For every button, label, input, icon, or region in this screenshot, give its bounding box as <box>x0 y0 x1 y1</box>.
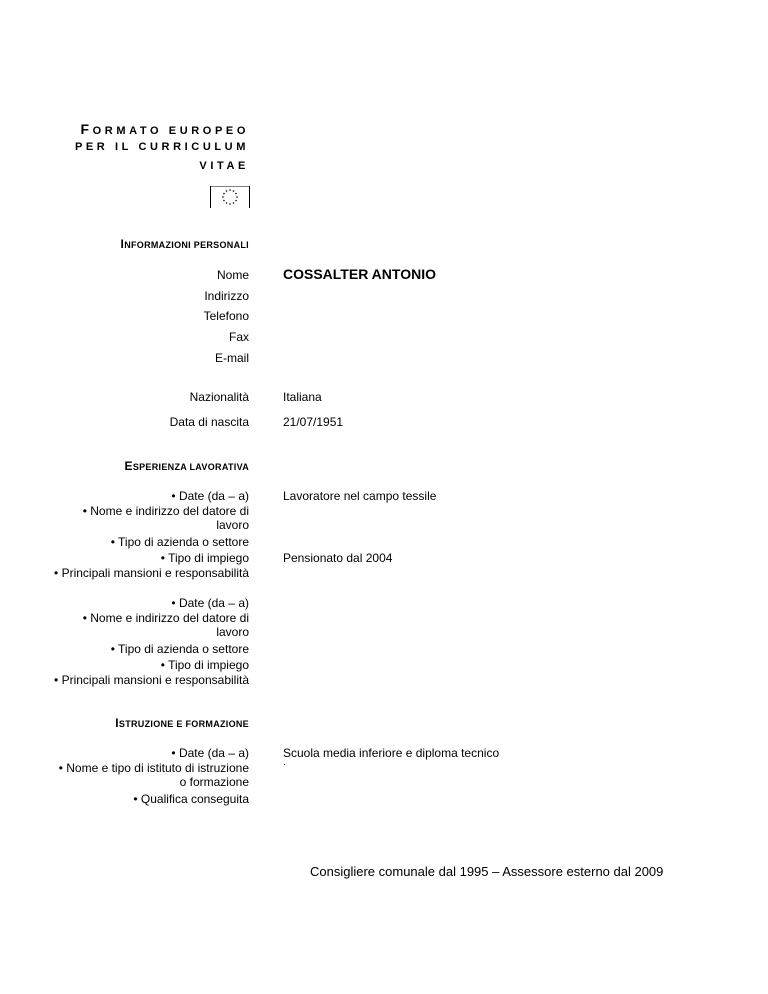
heading-initial: E <box>124 459 133 473</box>
edu-label-qualification: • Qualifica conseguita <box>133 792 249 806</box>
exp1-label-date: • Date (da – a) <box>171 489 249 503</box>
exp2-label-employer: • Nome e indirizzo del datore di lavoro <box>82 611 249 639</box>
cv-title-line-2: PER IL CURRICULUM <box>74 141 249 153</box>
heading-rest: NFORMAZIONI PERSONALI <box>124 240 249 250</box>
cv-title-line-3: VITAE <box>199 160 249 172</box>
exp2-label-duties: • Principali mansioni e responsabilità <box>54 673 249 687</box>
label-nome: Nome <box>216 268 249 282</box>
value-nome: COSSALTER ANTONIO <box>283 266 436 282</box>
section-heading-education <box>115 716 249 730</box>
cv-title-rest: ORMATO EUROPEO <box>92 125 249 137</box>
label-email: E-mail <box>214 351 249 365</box>
exp1-label-sector: • Tipo di azienda o settore <box>110 535 249 549</box>
exp2-label-date: • Date (da – a) <box>171 596 249 610</box>
section-heading-experience <box>125 459 249 473</box>
footer-note: Consigliere comunale dal 1995 – Assessore esterno dal 2009 <box>310 864 664 879</box>
label-fax: Fax <box>228 330 249 344</box>
exp1-label-type: • Tipo di impiego <box>160 551 249 565</box>
exp1-value-type: Pensionato dal 2004 <box>283 551 393 565</box>
section-heading-personal <box>121 237 249 251</box>
label-nazionalita: Nazionalità <box>189 390 249 404</box>
exp2-label-type: • Tipo di impiego <box>160 658 249 672</box>
edu-label-date: • Date (da – a) <box>171 746 249 760</box>
heading-rest: SPERIENZA LAVORATIVA <box>132 462 249 472</box>
exp1-label-duties: • Principali mansioni e responsabilità <box>54 566 249 580</box>
label-data-nascita: Data di nascita <box>169 415 249 429</box>
heading-initial: I <box>115 716 119 730</box>
cv-title-line-1 <box>81 121 250 137</box>
eu-flag-logo <box>210 186 250 208</box>
value-nazionalita: Italiana <box>283 390 322 404</box>
exp2-label-sector: • Tipo di azienda o settore <box>110 642 249 656</box>
label-telefono: Telefono <box>203 309 249 323</box>
label-indirizzo: Indirizzo <box>204 289 249 303</box>
heading-rest: STRUZIONE E FORMAZIONE <box>118 719 249 729</box>
heading-initial: I <box>120 237 125 251</box>
value-data-nascita: 21/07/1951 <box>283 415 344 429</box>
exp1-value-date: Lavoratore nel campo tessile <box>283 489 437 503</box>
eu-stars-icon <box>222 189 238 205</box>
cv-title-initial: F <box>80 121 93 137</box>
edu-value-mark: . <box>283 757 286 768</box>
edu-value-date: Scuola media inferiore e diploma tecnico <box>283 746 500 760</box>
exp1-label-employer: • Nome e indirizzo del datore di lavoro <box>82 504 249 532</box>
edu-label-institute: • Nome e tipo di istituto di istruzione o formazione <box>58 761 249 789</box>
